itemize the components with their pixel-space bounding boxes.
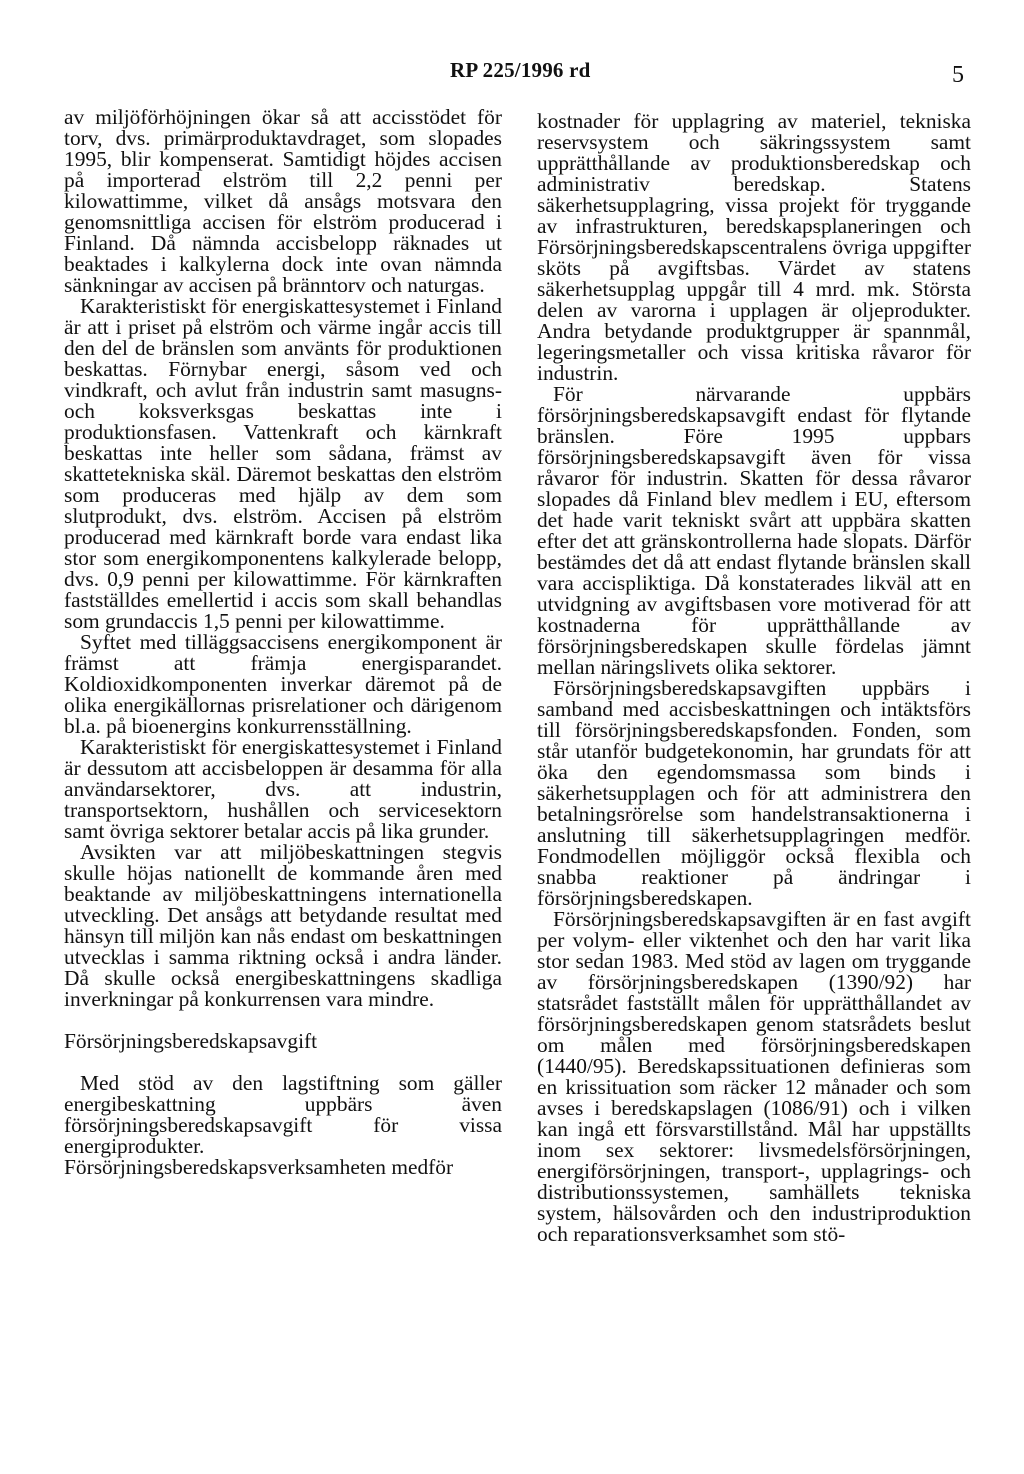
section-heading: Försörjningsberedskapsavgift bbox=[64, 1029, 318, 1053]
page-number: 5 bbox=[952, 62, 964, 88]
paragraph: av miljöförhöjningen ökar så att accisstödet för torv, dvs. primärproduktavdraget, som slopades 1995, blir kompenserat. Samtidigt höjdes accisen på importerad elström till 2,2 penni per kilowattimme, vilket då ansågs motsvara den genomsnittliga accisen för elström producerad i Finland. Då nämnda accisbelopp räknades ut beaktades i kalkylerna dock inte ovan nämnda sänkningar av accisen på bränntorv och naturgas. bbox=[64, 105, 502, 297]
paragraph: Försörjningsberedskapsavgiften är en fast avgift per volym- eller viktenhet och den har varit lika stor sedan 1983. Med stöd av lagen om tryggande av försörjningsberedskapen (1390/92) har statsrådet fastställt målen för upprätthållandet av försörjningsberedskapen genom statsrådets beslut om målen med försörjningsberedskapen (1440/95). Beredskapssituationen definieras som en krissituation som räcker 12 månader och som avses i beredskapslagen (1086/91) och i vilken kan ingå ett försvarstillstånd. Mål har uppställts inom sex sektorer: livsmedelsförsörjningen, energiförsörjningen, transport-, upplagrings- och distributionssystemen, samhällets tekniska system, hälsovården och den industriproduktion och reparationsverksamhet som stö- bbox=[537, 907, 971, 1246]
right-column bbox=[537, 111, 971, 1245]
document-id: RP 225/1996 rd bbox=[450, 58, 591, 82]
left-column bbox=[64, 107, 502, 1178]
paragraph: Avsikten var att miljöbeskattningen stegvis skulle höjas nationellt de kommande åren med beaktande av miljöbeskattningens internationella utveckling. Det ansågs att betydande resultat med hänsyn till miljön kan nås endast om beskattningen utvecklas i samma riktning också i andra länder. Då skulle också energibeskattningens skadliga inverkningar på konkurrensen vara mindre. bbox=[64, 840, 502, 1011]
paragraph: Syftet med tilläggsaccisens energikomponent är främst att främja energisparandet. Koldioxidkomponenten inverkar däremot på de olika energikällornas prisrelationer och därigenom bl.a. på bioenergins konkurrensställning. bbox=[64, 630, 502, 738]
paragraph: För närvarande uppbärs försörjningsberedskapsavgift endast för flytande bränslen. Före 1995 uppbars försörjningsberedskapsavgift även för vissa råvaror för industrin. Skatten för dessa råvaror slopades då Finland blev medlem i EU, eftersom det hade varit tekniskt svårt att uppbära skatten efter det att gränskontrollerna hade slopats. Därför bestämdes det då att endast flytande bränslen skall vara accispliktiga. Då konstaterades likväl att en utvidgning av avgiftsbasen vore motiverad för att kostnaderna för upprätthållande av försörjningsberedskapen skulle fördelas jämnt mellan näringslivets olika sektorer. bbox=[537, 382, 971, 679]
paragraph: Karakteristiskt för energiskattesystemet i Finland är dessutom att accisbeloppen är desamma för alla användarsektorer, dvs. att industrin, transportsektorn, hushållen och servicesektorn samt övriga sektorer betalar accis på lika grunder. bbox=[64, 735, 502, 843]
page-header bbox=[0, 58, 1024, 90]
paragraph: Försörjningsberedskapsavgiften uppbärs i samband med accisbeskattningen och intäktsförs till försörjningsberedskapsfonden. Fonden, som står utanför budgetekonomin, har grundats för att öka den egendomsmassa som binds i säkerhetsupplagen och för att administrera den betalningsrörelse som handelstransaktionerna i anslutning till säkerhetsupplagringen medför. Fondmodellen möjliggör också flexibla och snabba reaktioner på ändringar i försörjningsberedskapen. bbox=[537, 676, 971, 910]
paragraph: Karakteristiskt för energiskattesystemet i Finland är att i priset på elström och värme ingår accis till den del de bränslen som använts för produktionen beskattas. Förnybar energi, såsom ved och vindkraft, och avlut från industrin samt masugns- och koksverksgas beskattas inte i produktionsfasen. Vattenkraft och kärnkraft beskattas inte heller som sådana, främst av skattetekniska skäl. Däremot beskattas den elström som produceras med hjälp av dem som slutprodukt, dvs. elström. Accisen på elström producerad med kärnkraft borde vara endast lika stor som energikomponentens kalkylerade belopp, dvs. 0,9 penni per kilowattimme. För kärnkraften fastställdes emellertid i accis som skall behandlas som grundaccis 1,5 penni per kilowattimme. bbox=[64, 294, 502, 633]
paragraph: kostnader för upplagring av materiel, tekniska reservsystem och säkringssystem samt upprätthållande av produktionsberedskap och administrativ beredskap. Statens säkerhetsupplagring, vissa projekt för tryggande av infrastrukturen, beredskapsplaneringen och Försörjningsberedskapscentralens övriga uppgifter sköts på avgiftsbas. Värdet av statens säkerhetsupplag uppgår till 4 mrd. mk. Största delen av varorna i upplagen är oljeprodukter. Andra betydande produktgrupper är spannmål, legeringsmetaller och vissa kritiska råvaror för industrin. bbox=[537, 109, 971, 385]
paragraph: Med stöd av den lagstiftning som gäller energibeskattning uppbärs även försörjningsberedskapsavgift för vissa energiprodukter. Försörjningsberedskapsverksamheten medför bbox=[64, 1071, 502, 1179]
